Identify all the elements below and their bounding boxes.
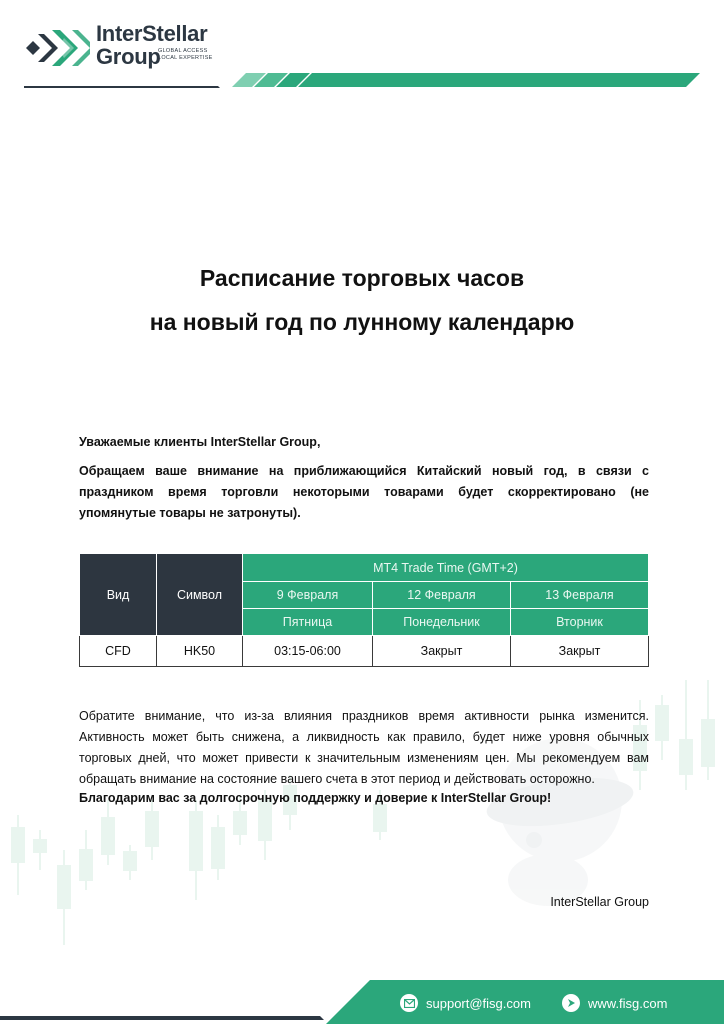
document-title — [0, 256, 724, 344]
cell-symbol: HK50 — [157, 636, 243, 667]
col-header-type: Вид — [80, 554, 157, 636]
cell-time: Закрыт — [511, 636, 649, 667]
thanks-line: Благодарим вас за долгосрочную поддержку и доверие к InterStellar Group! — [79, 791, 552, 805]
footer-email-text[interactable]: support@fisg.com — [426, 995, 531, 1011]
greeting: Уважаемые клиенты InterStellar Group, — [79, 435, 321, 449]
intro-paragraph: Обращаем ваше внимание на приближающийся Китайский новый год, в связи с праздником время торговли некоторыми товарами будет скорректировано (не упомянутые товары не затронуты). — [79, 464, 649, 520]
cell-time: Закрыт — [373, 636, 511, 667]
header-stripe — [0, 70, 724, 90]
date-header: 13 Февраля — [511, 582, 649, 609]
title-line-1: Расписание торговых часов — [199, 265, 525, 291]
signature: InterStellar Group — [550, 895, 649, 909]
date-header: 12 Февраля — [373, 582, 511, 609]
footer-website[interactable] — [562, 994, 667, 1012]
cell-type: CFD — [80, 636, 157, 667]
weekday-header: Понедельник — [373, 609, 511, 636]
footer-email[interactable] — [400, 994, 531, 1012]
date-header: 9 Февраля — [243, 582, 373, 609]
group-header-trade-time: MT4 Trade Time (GMT+2) — [243, 554, 649, 582]
logo-mark-icon — [24, 24, 90, 72]
trading-schedule-table — [79, 553, 649, 667]
logo-wordmark-bottom: Group — [96, 44, 161, 69]
footer-website-text[interactable]: www.fisg.com — [588, 995, 668, 1011]
globe-icon — [562, 994, 580, 1012]
weekday-header: Вторник — [511, 609, 649, 636]
logo-tagline: GLOBAL ACCESS LOCAL EXPERTISE — [158, 48, 213, 61]
cell-time: 03:15-06:00 — [243, 636, 373, 667]
col-header-symbol: Символ — [157, 554, 243, 636]
weekday-header: Пятница — [243, 609, 373, 636]
logo-wordmark-top: InterStellar — [96, 21, 208, 46]
title-line-2: на новый год по лунному календарю — [149, 309, 575, 335]
email-icon — [400, 994, 418, 1012]
notice-paragraph: Обратите внимание, что из-за влияния праздников время активности рынка изменится. Активность может быть снижена, а ликвидность как правило, будет ниже уровня обычных торговых дней, что может привести к значительным изменениям цен. Мы рекомендуем вам обращать внимание на состояние вашего счета в этот период и действовать осторожно. — [79, 709, 649, 786]
